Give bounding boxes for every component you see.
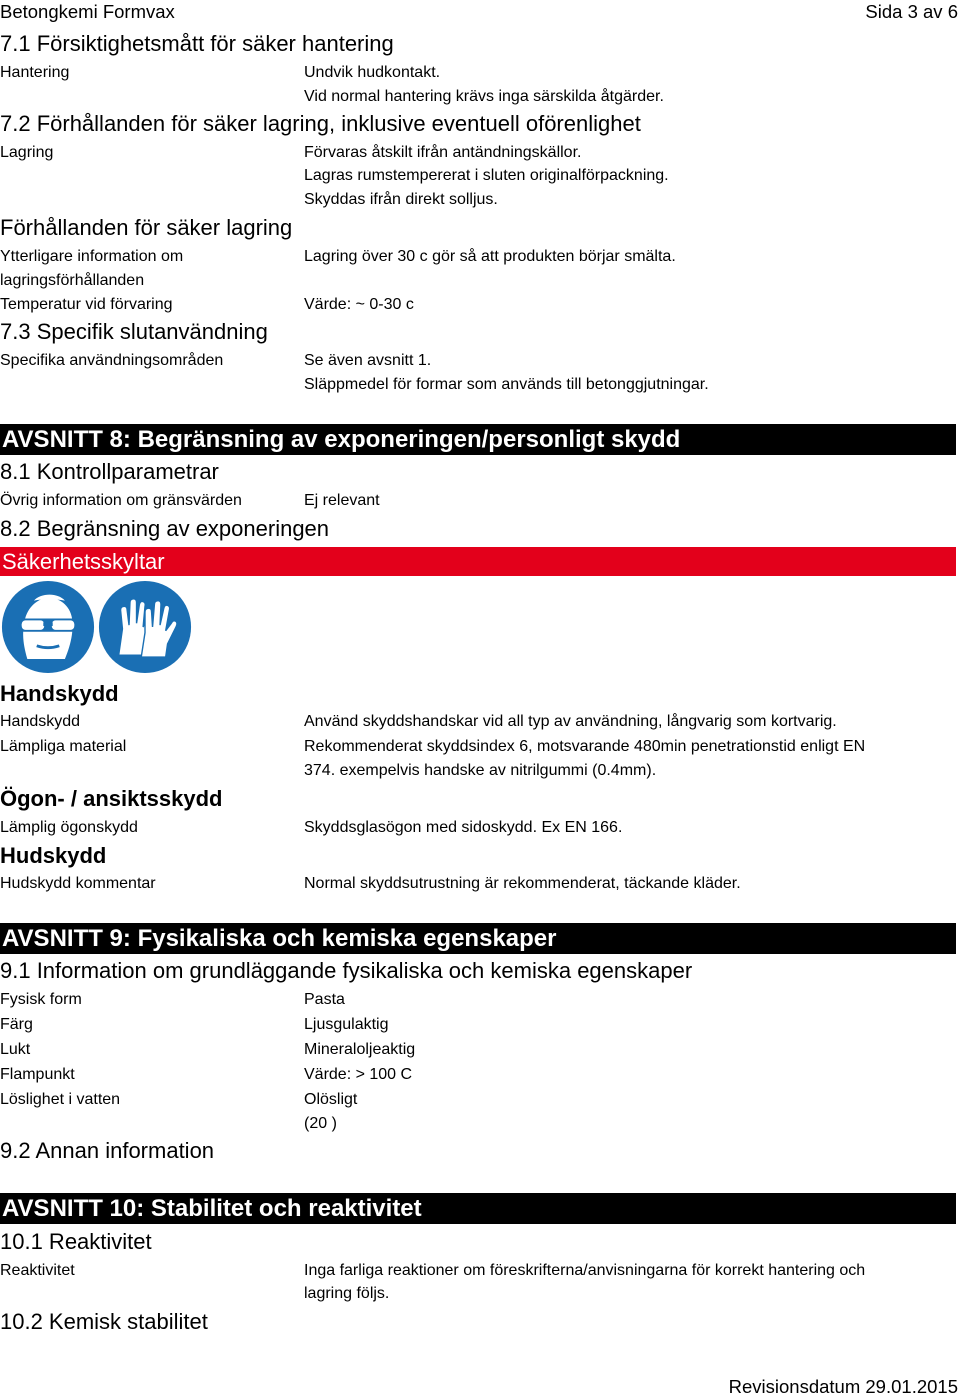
section-8-bar: AVSNITT 8: Begränsning av exponeringen/personligt skydd [0,424,956,455]
prop-value: Ljusgulaktig [304,1016,389,1033]
hand-protection-label: Handskydd [0,713,81,730]
limits-label: Övrig information om gränsvärden [0,492,242,509]
section-9-1-title: 9.1 Information om grundläggande fysikaliska och kemiska egenskaper [0,958,693,983]
prop-label: Lukt [0,1041,31,1058]
storage-value-2: Lagras rumstempererat i sluten originalförpackning. [304,167,669,184]
use-areas-label: Specifika användningsområden [0,352,224,369]
storage-conditions-title: Förhållanden för säker lagring [0,215,293,240]
hand-protection-value: Använd skyddshandskar vid all typ av användning, långvarig som kortvarig. [304,713,837,730]
prop-value: Mineraloljeaktig [304,1041,416,1058]
skin-protection-value: Normal skyddsutrustning är rekommenderat, täckande kläder. [304,875,741,892]
section-8-1-title: 8.1 Kontrollparametrar [0,459,219,484]
skin-protection-label: Hudskydd kommentar [0,875,156,892]
skin-protection-title: Hudskydd [0,843,107,868]
gloves-icon [98,580,192,674]
section-10-bar: AVSNITT 10: Stabilitet och reaktivitet [0,1193,956,1224]
goggles-icon [1,580,95,674]
revision-date: Revisionsdatum 29.01.2015 [728,1376,958,1397]
prop-label: Flampunkt [0,1066,75,1083]
storage-temp-value: Värde: ~ 0-30 c [304,296,414,313]
handling-value-1: Undvik hudkontakt. [304,64,441,81]
handling-label: Hantering [0,64,70,81]
header-page-number: Sida 3 av 6 [865,1,958,22]
storage-value-3: Skyddas ifrån direkt solljus. [304,191,498,208]
prop-value: Värde: > 100 C [304,1066,413,1083]
storage-value-1: Förvaras åtskilt ifrån antändningskällor. [304,144,582,161]
section-7-1-title: 7.1 Försiktighetsmått för säker hantering [0,31,394,56]
prop-value: Olösligt [304,1091,358,1108]
reactivity-label: Reaktivitet [0,1262,75,1279]
use-areas-value-1: Se även avsnitt 1. [304,352,432,369]
reactivity-value-1: Inga farliga reaktioner om föreskrifterna/anvisningarna för korrekt hantering och [304,1262,866,1279]
safety-signs-bar: Säkerhetsskyltar [0,547,956,576]
materials-value-1: Rekommenderat skyddsindex 6, motsvarande 480min penetrationstid enligt EN [304,738,866,755]
eye-protection-value: Skyddsglasögon med sidoskydd. Ex EN 166. [304,819,623,836]
eye-protection-label: Lämplig ögonskydd [0,819,138,836]
eye-protection-title: Ögon- / ansiktsskydd [0,786,223,811]
handling-value-2: Vid normal hantering krävs inga särskilda åtgärder. [304,88,664,105]
section-8-2-title: 8.2 Begränsning av exponeringen [0,516,330,541]
prop-label: Löslighet i vatten [0,1091,121,1108]
materials-value-2: 374. exempelvis handske av nitrilgummi (0.4mm). [304,762,657,779]
prop-value: Pasta [304,991,345,1008]
solubility-note: (20 ) [304,1115,337,1132]
prop-label: Färg [0,1016,33,1033]
storage-temp-label: Temperatur vid förvaring [0,296,173,313]
reactivity-value-2: lagring följs. [304,1285,390,1302]
extra-info-label-1: Ytterligare information om [0,248,184,265]
section-7-2-title: 7.2 Förhållanden för säker lagring, inklusive eventuell oförenlighet [0,111,641,136]
prop-label: Fysisk form [0,991,82,1008]
materials-label: Lämpliga material [0,738,127,755]
section-9-bar: AVSNITT 9: Fysikaliska och kemiska egenskaper [0,923,956,954]
header-product: Betongkemi Formvax [0,1,175,22]
section-10-2-title: 10.2 Kemisk stabilitet [0,1309,208,1334]
section-7-3-title: 7.3 Specifik slutanvändning [0,319,268,344]
extra-info-value: Lagring över 30 c gör så att produkten börjar smälta. [304,248,676,265]
extra-info-label-2: lagringsförhållanden [0,272,145,289]
section-9-2-title: 9.2 Annan information [0,1138,215,1163]
limits-value: Ej relevant [304,492,380,509]
hand-protection-title: Handskydd [0,681,119,706]
section-10-1-title: 10.1 Reaktivitet [0,1229,152,1254]
storage-label: Lagring [0,144,54,161]
use-areas-value-2: Släppmedel för formar som används till betonggjutningar. [304,376,709,393]
